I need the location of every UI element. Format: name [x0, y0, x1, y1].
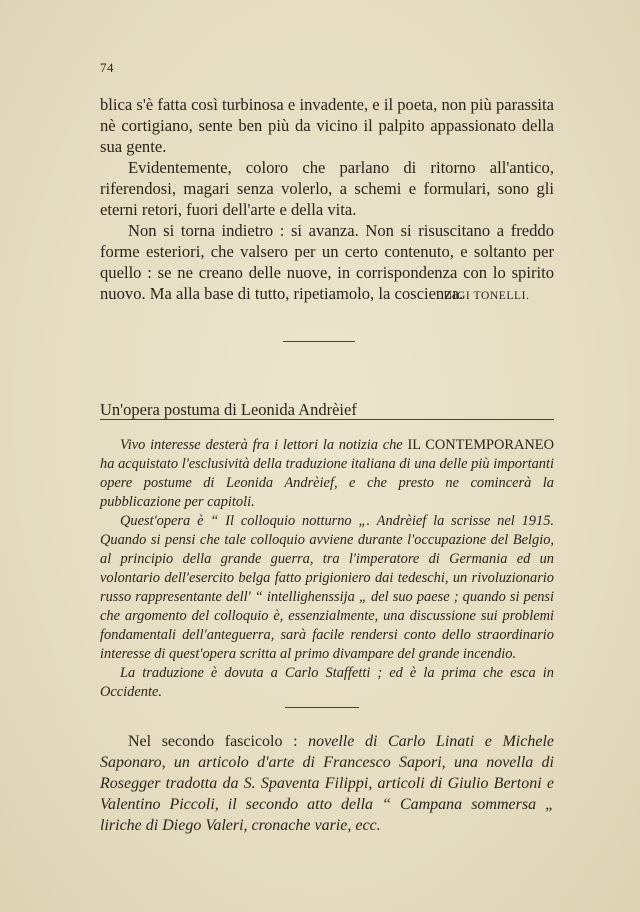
notice-text-part: ha acquistato l'esclusività della traduzione italiana di una delle più importanti opere postume di Leonida Andrèief, e che presto ne comincerà la pubblicazione per capitoli.: [100, 456, 554, 510]
article-paragraph: Evidentemente, coloro che parlano di ritorno all'antico, riferendosi, magari senza volerlo, a schemi e formulari, sono gli eterni retori, fuori dell'arte e della vita.: [100, 158, 554, 219]
article-conclusion: [100, 94, 554, 304]
article-paragraph: blica s'è fatta così turbinosa e invadente, e il poeta, non più parassita nè cortigiano, sente ben più da vicino il palpito appassionato della sua gente.: [100, 95, 554, 156]
section-title: Un'opera postuma di Leonida Andrèief: [100, 400, 357, 419]
page-number: 74: [100, 60, 114, 75]
article-paragraph: Non si torna indietro : si avanza. Non si risuscitano a freddo forme esteriori, che valsero per un certo contenuto, e soltanto per quello : se ne creano delle nuove, in corrispondenza con lo spirito nuovo. Ma alla base di tutto, ripetiamolo, la coscienza.: [100, 221, 554, 303]
next-issue-announcement: [100, 731, 554, 836]
notice-text-part: Vivo interesse desterà fra i lettori la notizia che: [120, 437, 408, 453]
notice-text: [100, 436, 554, 702]
announcement-paragraph: [100, 731, 554, 836]
notice-paragraph: La traduzione è dovuta a Carlo Staffetti ; ed è la prima che esca in Occidente.: [100, 665, 554, 700]
announcement-contents: novelle di Carlo Linati e Michele Saponaro, un articolo d'arte di Francesco Sapori, una novella di Rosegger tradotta da S. Spaventa Filippi, articoli di Giulio Bertoni e Valentino Piccoli, il secondo atto della “ Campana sommersa „ liriche di Diego Valeri, cronache varie, ecc.: [100, 733, 554, 834]
notice-paragraph: [100, 436, 554, 512]
title-underline: [100, 419, 554, 420]
announcement-lead: Nel secondo fascicolo :: [128, 733, 309, 750]
section-divider: [283, 341, 355, 342]
author-signature: LUIGI TONELLI.: [436, 290, 530, 302]
journal-name: IL CONTEMPORANEO: [407, 437, 554, 453]
section-divider: [285, 707, 359, 708]
notice-paragraph: Quest'opera è “ Il colloquio notturno „. Andrèief la scrisse nel 1915. Quando si pensi che tale colloquio avviene durante l'occupazione del Belgio, al principio della grande guerra, tra l'imperatore di Germania ed un volontario dell'esercito belga fatto prigioniero dai tedeschi, un rivoluzionario russo rappresentante dell' “ intellighenssija „ del suo paese ; quando si pensi che argomento del colloquio è, essenzialmente, una discussione sui problemi fondamentali dell'anteguerra, sarà facile rendersi conto dello straordinario interesse di quest'opera scritta al primo divampare del grande incendio.: [100, 513, 554, 662]
